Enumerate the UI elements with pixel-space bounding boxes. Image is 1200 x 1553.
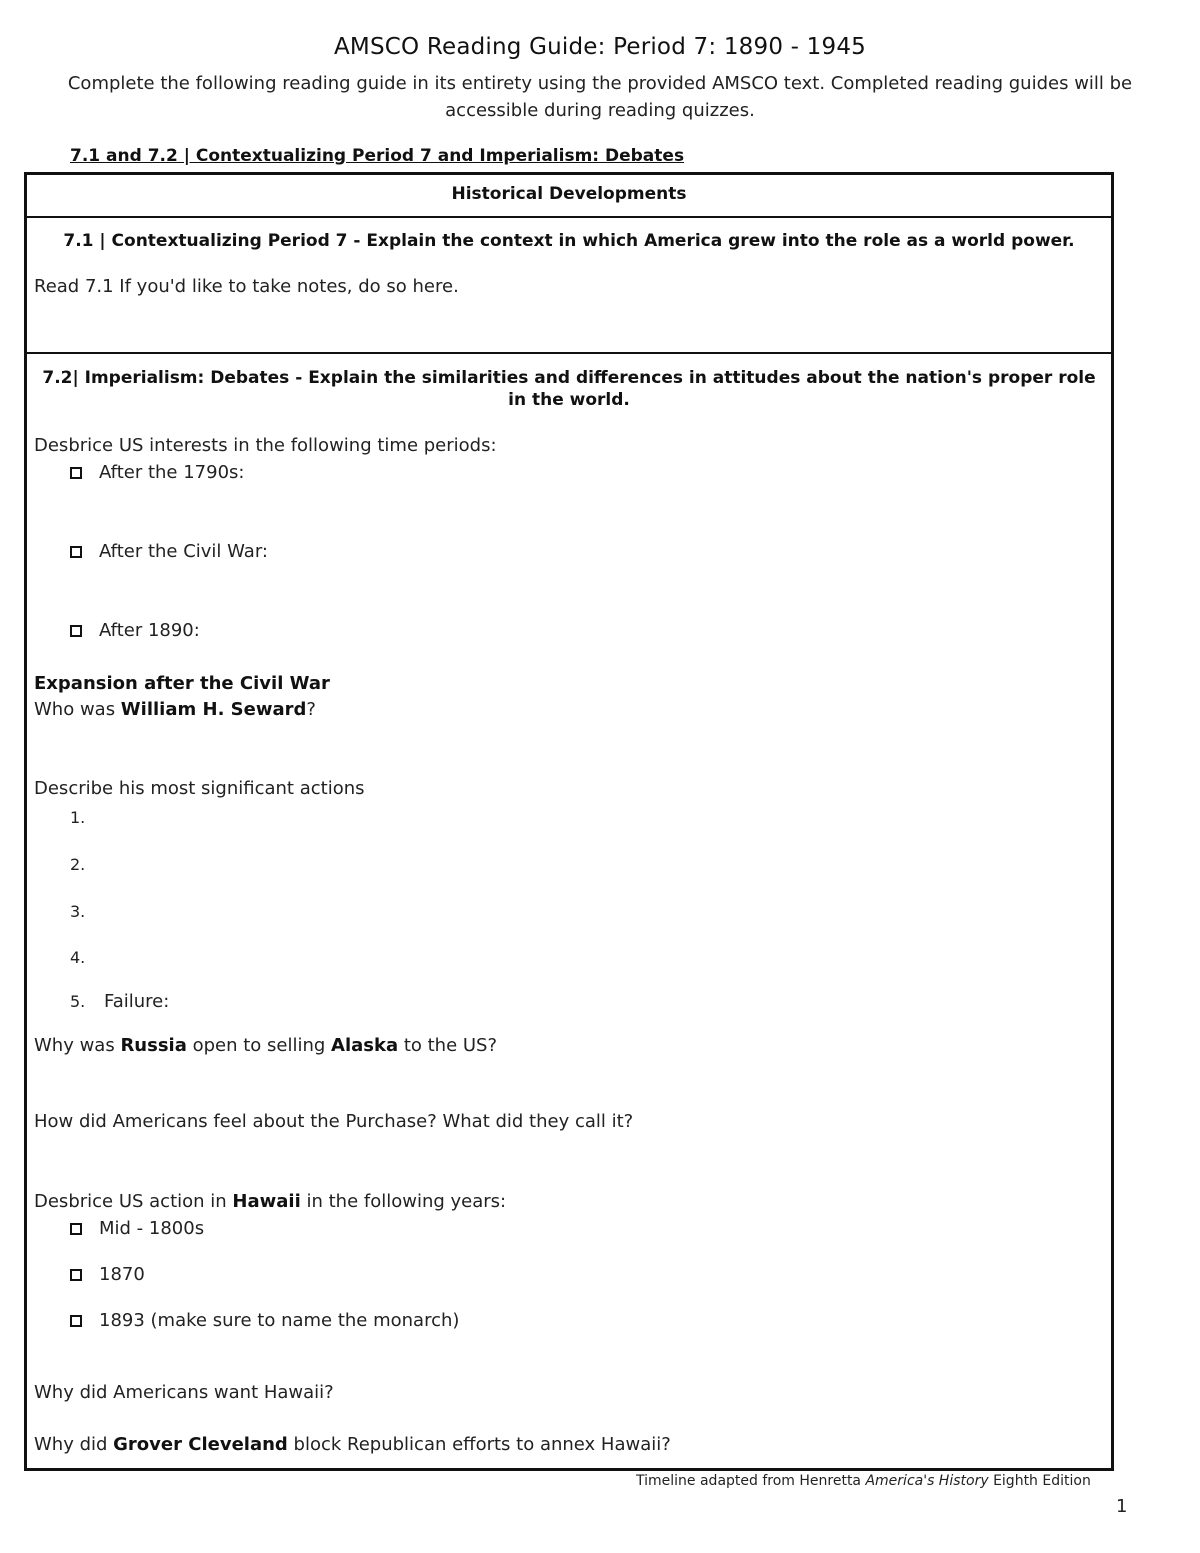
action-list-item: 3. (70, 902, 86, 921)
russia-question: Why was Russia open to selling Alaska to the US? (34, 1035, 498, 1056)
section-7-1-heading: 7.1 | Contextualizing Period 7 - Explain the context in which America grew into the role as a world power. (63, 231, 1075, 251)
page-number: 1 (1116, 1496, 1128, 1517)
action-list-item: 1. (70, 808, 86, 827)
section-7-1-note: Read 7.1 If you'd like to take notes, do so here. (34, 276, 459, 297)
expansion-heading: Expansion after the Civil War (34, 673, 330, 694)
checkbox-icon[interactable] (70, 625, 82, 637)
seward-question: Who was William H. Seward? (34, 699, 316, 720)
table-header: Historical Developments (451, 184, 687, 204)
footer-credit: Timeline adapted from Henretta America's History Eighth Edition (636, 1473, 1091, 1489)
purchase-question: How did Americans feel about the Purchase? What did they call it? (34, 1111, 634, 1132)
table-divider (24, 352, 1114, 354)
checkbox-icon[interactable] (70, 467, 82, 479)
actions-prompt: Describe his most significant actions (34, 778, 365, 799)
action-list-item: 2. (70, 855, 86, 874)
section-7-2-heading: 7.2| Imperialism: Debates - Explain the similarities and differences in attitudes about the nation's proper role in the world. (42, 368, 1096, 410)
cleveland-question: Why did Grover Cleveland block Republican efforts to annex Hawaii? (34, 1434, 671, 1455)
intro-instructions: Complete the following reading guide in its entirety using the provided AMSCO text. Completed reading guides will be accessible during reading quizzes. (67, 73, 1133, 121)
want-hawaii-question: Why did Americans want Hawaii? (34, 1382, 334, 1403)
checkbox-icon[interactable] (70, 1269, 82, 1281)
hawaii-prompt: Desbrice US action in Hawaii in the following years: (34, 1191, 507, 1212)
period-item: After the 1790s: (70, 462, 244, 483)
period-item: After 1890: (70, 620, 200, 641)
action-list-item: 4. (70, 948, 86, 967)
page-title: AMSCO Reading Guide: Period 7: 1890 - 1945 (333, 34, 867, 60)
period-item: After the Civil War: (70, 541, 268, 562)
checkbox-icon[interactable] (70, 546, 82, 558)
action-list-item: 5. Failure: (70, 991, 170, 1012)
checkbox-icon[interactable] (70, 1315, 82, 1327)
interests-prompt: Desbrice US interests in the following time periods: (34, 435, 497, 456)
checkbox-icon[interactable] (70, 1223, 82, 1235)
section-heading: 7.1 and 7.2 | Contextualizing Period 7 and Imperialism: Debates (70, 146, 685, 166)
hawaii-year-item: Mid - 1800s (70, 1218, 204, 1239)
table-divider (24, 216, 1114, 218)
hawaii-year-item: 1893 (make sure to name the monarch) (70, 1310, 459, 1331)
hawaii-year-item: 1870 (70, 1264, 145, 1285)
